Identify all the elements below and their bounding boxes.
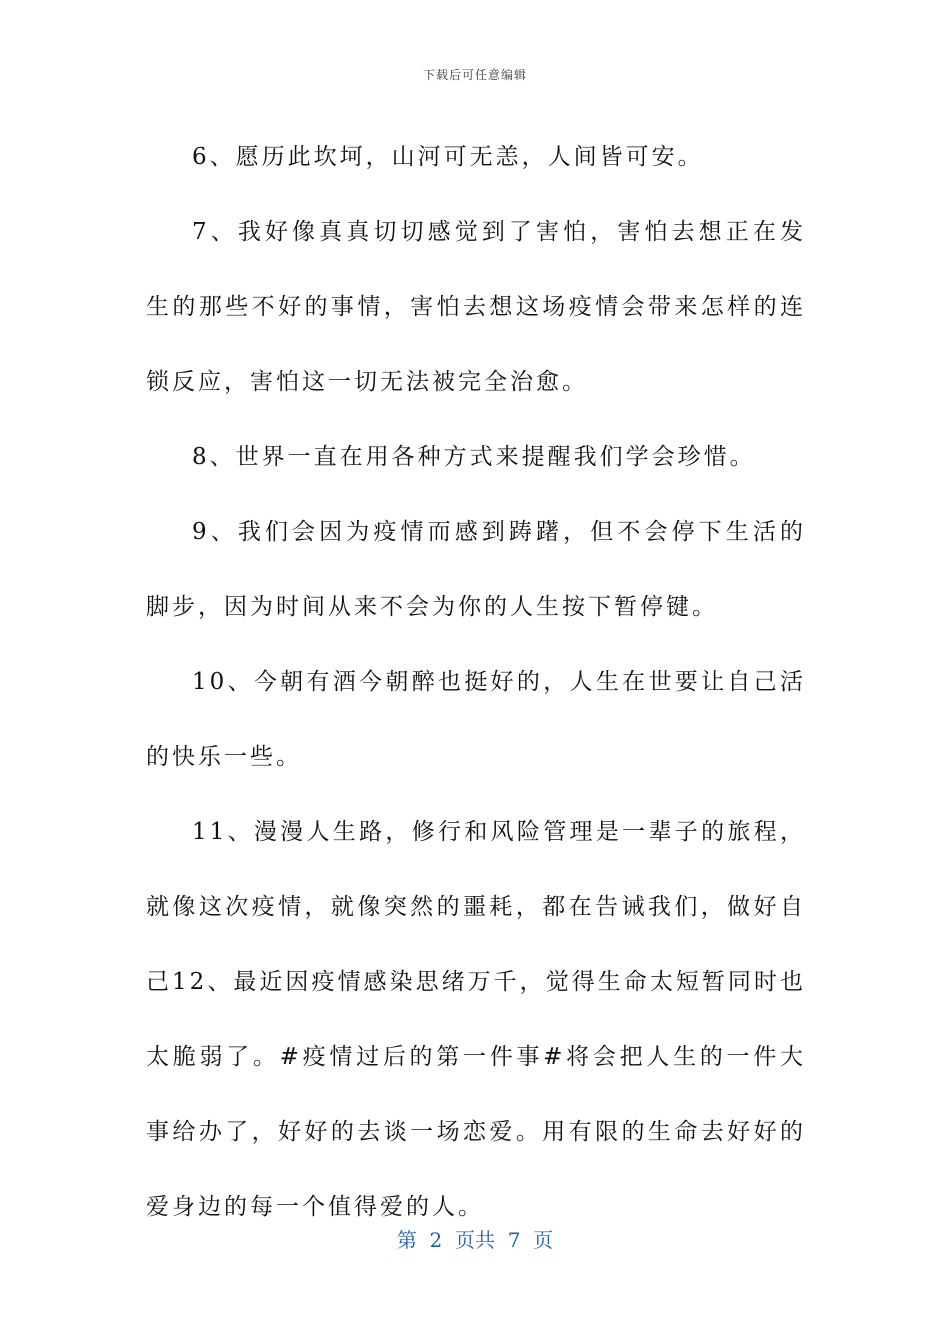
- paragraph-11: 11、漫漫人生路，修行和风险管理是一辈子的旅程，就像这次疫情，就像突然的噩耗，都在告诫我们，做好自己12、最近因疫情感染思绪万千，觉得生命太短暂同时也太脆弱了。#疫情过后的第一件事#将会把人生的一件大事给办了，好好的去谈一场恋爱。用有限的生命去好好的爱身边的每一个值得爱的人。: [146, 819, 806, 1220]
- paragraph-8: 8、世界一直在用各种方式来提醒我们学会珍惜。: [192, 444, 756, 470]
- paragraph-10: 10、今朝有酒今朝醉也挺好的，人生在世要让自己活的快乐一些。: [146, 669, 806, 770]
- paragraph-6: 6、愿历此坎坷，山河可无恙，人间皆可安。: [192, 144, 704, 170]
- paragraph-9: 9、我们会因为疫情而感到踌躇，但不会停下生活的脚步，因为时间从来不会为你的人生按下暂停键。: [146, 519, 806, 620]
- page-number-footer: 第 2 页共 7 页: [396, 1228, 554, 1252]
- document-body: [146, 120, 806, 1245]
- header-note: 下载后可任意编辑: [422, 68, 527, 82]
- paragraph-7: 7、我好像真真切切感觉到了害怕，害怕去想正在发生的那些不好的事情，害怕去想这场疫情会带来怎样的连锁反应，害怕这一切无法被完全治愈。: [146, 219, 806, 395]
